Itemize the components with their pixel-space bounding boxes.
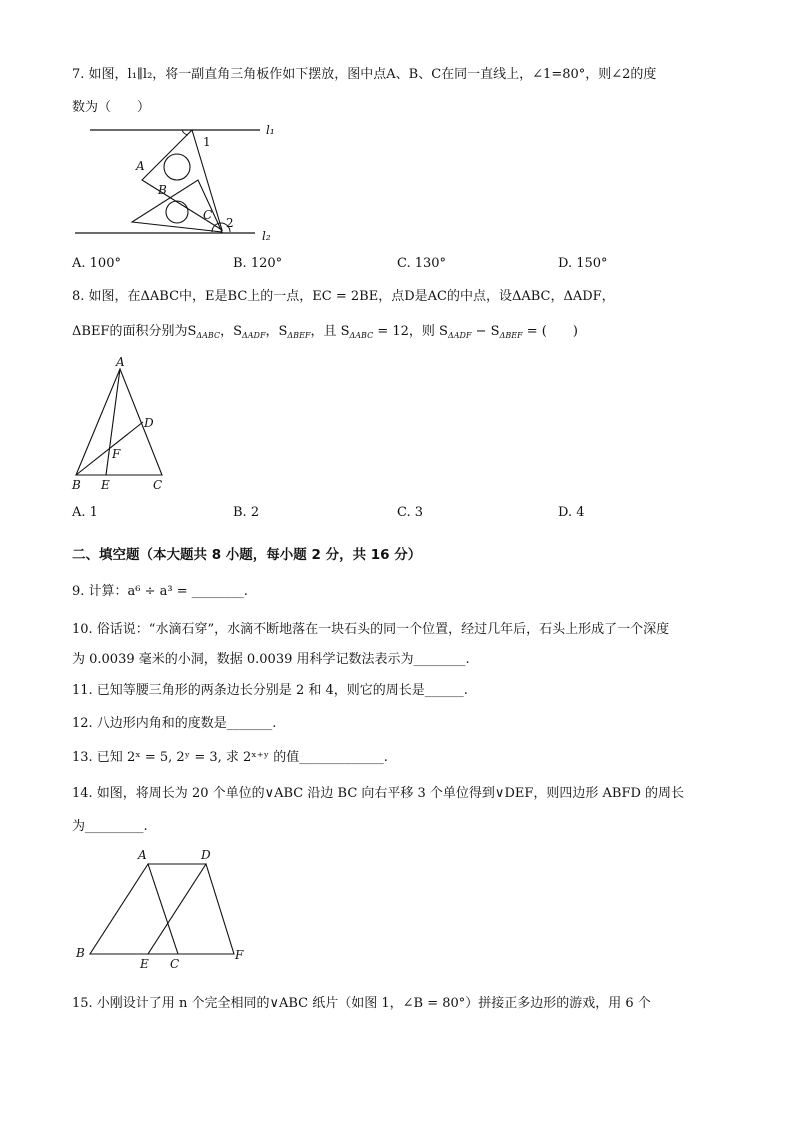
q14-stem-line2: 为_________. <box>72 819 148 834</box>
q7-lower-set-square <box>132 180 222 232</box>
q14-triangle-def <box>148 864 234 954</box>
q10-stem-line2: 为 0.0039 毫米的小洞，数据 0.0039 用科学记数法表示为________. <box>72 652 470 667</box>
q8-segment-bd <box>76 422 143 475</box>
q7-figure <box>70 120 290 250</box>
q8-label-A: A <box>116 355 125 369</box>
q7-label-B: B <box>158 183 167 197</box>
q15-stem: 15. 小刚设计了用 n 个完全相同的∨ABC 纸片（如图 1，∠B = 80°）拼接正多边形的游戏，用 6 个 <box>72 996 651 1011</box>
section-2-title: 二、填空题（本大题共 8 小题，每小题 2 分，共 16 分） <box>72 547 422 563</box>
q13-stem: 13. 已知 2ˣ = 5, 2ʸ = 3, 求 2ˣ⁺ʸ 的值_____________. <box>72 750 388 765</box>
q7-label-A: A <box>136 159 145 173</box>
q9-stem: 9. 计算：a⁶ ÷ a³ = ________. <box>72 584 248 599</box>
q7-label-l2: l₂ <box>262 229 271 243</box>
q14-label-F: F <box>235 948 244 962</box>
q8-option-d[interactable]: D. 4 <box>558 505 585 520</box>
q11-stem: 11. 已知等腰三角形的两条边长分别是 2 和 4，则它的周长是______. <box>72 683 468 698</box>
q7-label-C: C <box>203 208 213 222</box>
q8-stem-line2: ΔBEF的面积分别为$S_{\Delta ABC}$，$S_{\Delta ADF}$，$S_{\Delta BEF}$，且 $S_{\Delta ABC} = 12$，则 $S_{\Delta ADF} - S_{\Delta BEF}$ = ( ) <box>72 324 578 340</box>
q8-label-E: E <box>101 478 110 492</box>
q7-option-a[interactable]: A. 100° <box>72 256 121 271</box>
q14-figure <box>70 846 260 974</box>
q7-upper-hole <box>164 154 190 180</box>
q8-label-D: D <box>144 416 154 430</box>
q7-label-l1: l₁ <box>266 123 275 137</box>
q7-label-angle1: 1 <box>203 135 211 149</box>
q8-option-a[interactable]: A. 1 <box>72 505 98 520</box>
q12-stem: 12. 八边形内角和的度数是_______. <box>72 716 277 731</box>
q7-option-c[interactable]: C. 130° <box>397 256 447 271</box>
q14-label-A: A <box>138 848 147 862</box>
q7-stem-line2: 数为（ ） <box>72 100 151 115</box>
q8-figure <box>66 355 176 495</box>
q14-label-B: B <box>76 946 85 960</box>
q7-option-b[interactable]: B. 120° <box>233 256 283 271</box>
q14-label-D: D <box>201 848 211 862</box>
q10-stem-line1: 10. 俗话说：“水滴石穿”，水滴不断地落在一块石头的同一个位置，经过几年后，石头上形成了一个深度 <box>72 622 670 637</box>
q7-option-d[interactable]: D. 150° <box>558 256 608 271</box>
q8-option-c[interactable]: C. 3 <box>397 505 424 520</box>
q8-label-C: C <box>153 478 163 492</box>
q8-label-F: F <box>112 447 121 461</box>
q14-label-E: E <box>140 957 149 971</box>
q8-option-b[interactable]: B. 2 <box>233 505 260 520</box>
q8-stem-line1: 8. 如图，在ΔABC中，E是BC上的一点，EC = 2BE，点D是AC的中点，设ΔABC，ΔADF， <box>72 289 615 304</box>
q7-stem-line1: 7. 如图，l₁∥l₂，将一副直角三角板作如下摆放，图中点A、B、C在同一直线上，∠1=80°，则∠2的度 <box>72 67 657 82</box>
q14-stem-line1: 14. 如图，将周长为 20 个单位的∨ABC 沿边 BC 向右平移 3 个单位得到∨DEF，则四边形 ABFD 的周长 <box>72 786 685 801</box>
q7-label-angle2: 2 <box>226 216 234 230</box>
q8-label-B: B <box>72 478 81 492</box>
q14-label-C: C <box>170 957 180 971</box>
q14-triangle-abc <box>90 864 178 954</box>
q7-lower-hole <box>166 201 188 223</box>
